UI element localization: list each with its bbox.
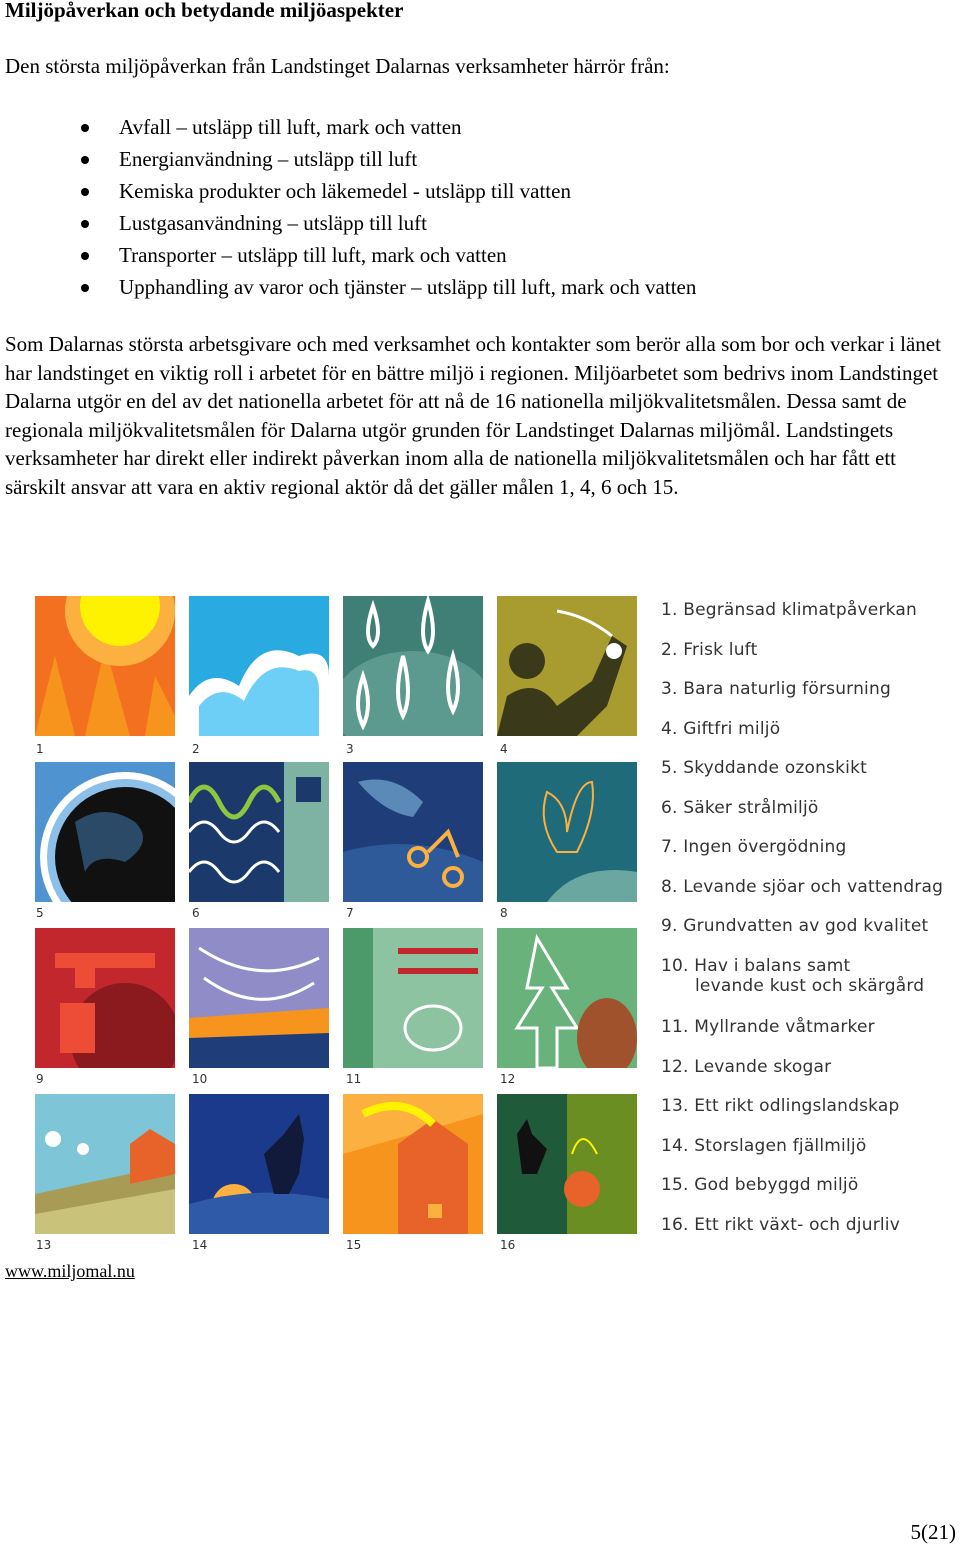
- list-item: Energianvändning – utsläpp till luft: [88, 146, 696, 178]
- list-item: 11. Myllrande våtmarker: [661, 1017, 875, 1037]
- intro-text: Den största miljöpåverkan från Landstinget Dalarnas verksamheter härrör från:: [5, 54, 670, 78]
- tile-number: 11: [346, 1072, 362, 1086]
- mountain-icon: [189, 1094, 329, 1234]
- list-item: Avfall – utsläpp till luft, mark och vatten: [88, 114, 696, 146]
- tile-number: 2: [192, 742, 200, 756]
- acidification-icon: [343, 596, 483, 736]
- list-item: 8. Levande sjöar och vattendrag: [661, 877, 944, 897]
- list-item: 7. Ingen övergödning: [661, 837, 847, 857]
- climate-icon: [35, 596, 175, 736]
- miljomal-link[interactable]: www.miljomal.nu: [5, 1261, 135, 1281]
- list-item: 12. Levande skogar: [661, 1057, 832, 1077]
- clean-air-icon: [189, 596, 329, 736]
- sea-icon: [189, 928, 329, 1068]
- tile-number: 4: [500, 742, 508, 756]
- list-item: 2. Frisk luft: [661, 640, 758, 660]
- tile-number: 6: [192, 906, 200, 920]
- list-item: 3. Bara naturlig försurning: [661, 679, 891, 699]
- tile-number: 10: [192, 1072, 208, 1086]
- impact-list: [88, 114, 696, 306]
- radiation-icon: [189, 762, 329, 902]
- list-item: Lustgasanvändning – utsläpp till luft: [88, 210, 696, 242]
- lakes-icon: [497, 762, 637, 902]
- list-item: 14. Storslagen fjällmiljö: [661, 1136, 867, 1156]
- biodiversity-icon: [497, 1094, 637, 1234]
- page-heading: Miljöpåverkan och betydande miljöaspekter: [5, 0, 404, 22]
- wetlands-icon: [343, 928, 483, 1068]
- tile-number: 5: [36, 906, 44, 920]
- body-paragraph: Som Dalarnas största arbetsgivare och med verksamhet och kontakter som berör alla som bor och verkar i länet har landstinget en viktig roll i arbetet för en bättre miljö i regionen. Miljöarbetet som bedrivs inom Landstinget Dalarna utgör en del av det nationella arbetet för att nå de 16 nationella miljökvalitetsmålen. Dessa samt de regionala miljökvalitetsmålen för Dalarna utgör grunden för Landstinget Dalarnas miljömål. Landstingets verksamheter har direkt eller indirekt påverkan inom alla de nationella miljökvalitetsmålen och har fått ett särskilt ansvar att vara en aktiv regional aktör då det gäller målen 1, 4, 6 och 15.: [5, 332, 941, 499]
- tile-number: 16: [500, 1238, 516, 1252]
- list-item: 13. Ett rikt odlingslandskap: [661, 1096, 900, 1116]
- list-item: 4. Giftfri miljö: [661, 719, 781, 739]
- goal-10-line1: 10. Hav i balans samt: [661, 956, 851, 976]
- list-item: [661, 956, 924, 996]
- urban-environment-icon: [343, 1094, 483, 1234]
- list-item: Kemiska produkter och läkemedel - utsläpp till vatten: [88, 178, 696, 210]
- list-item: Upphandling av varor och tjänster – utsläpp till luft, mark och vatten: [88, 274, 696, 306]
- list-item: 16. Ett rikt växt- och djurliv: [661, 1215, 900, 1235]
- tile-number: 14: [192, 1238, 208, 1252]
- page-number: 5(21): [910, 1520, 956, 1544]
- tile-number: 1: [36, 742, 44, 756]
- list-item: 1. Begränsad klimatpåverkan: [661, 600, 917, 620]
- eutrophication-icon: [343, 762, 483, 902]
- tile-number: 9: [36, 1072, 44, 1086]
- farmland-icon: [35, 1094, 175, 1234]
- tile-number: 13: [36, 1238, 52, 1252]
- tile-number: 12: [500, 1072, 516, 1086]
- list-item: 6. Säker strålmiljö: [661, 798, 819, 818]
- tile-number: 15: [346, 1238, 362, 1252]
- toxic-free-icon: [497, 596, 637, 736]
- list-item: 9. Grundvatten av god kvalitet: [661, 916, 929, 936]
- tile-number: 3: [346, 742, 354, 756]
- list-item: 15. God bebyggd miljö: [661, 1175, 859, 1195]
- ozone-layer-icon: [35, 762, 175, 902]
- goal-10-line2: levande kust och skärgård: [695, 976, 925, 996]
- tile-number: 7: [346, 906, 354, 920]
- tile-number: 8: [500, 906, 508, 920]
- list-item: 5. Skyddande ozonskikt: [661, 758, 867, 778]
- groundwater-icon: [35, 928, 175, 1068]
- list-item: Transporter – utsläpp till luft, mark och vatten: [88, 242, 696, 274]
- forest-icon: [497, 928, 637, 1068]
